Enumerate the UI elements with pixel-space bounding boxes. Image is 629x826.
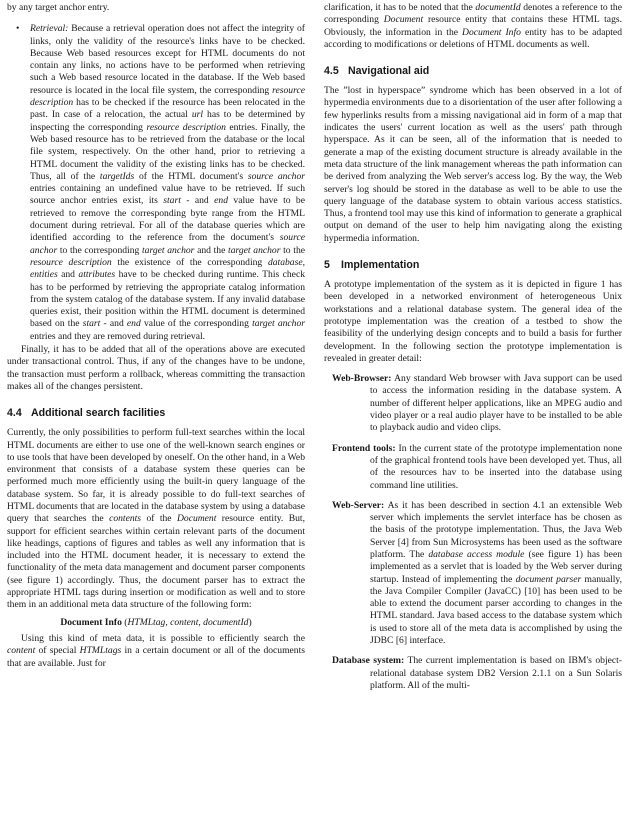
prototype-paragraph: A prototype implementation of the system as it is depicted in figure 1 has been developed in a networked environment of heterogeneous Unix workstations and a relational database system. The general idea of the prototype implementation was the creation of a testbed to show the feasibility of the underlying design concepts and to build a basis for further development. In the following section the prototype implementation is revealed in greater detail: bbox=[324, 279, 622, 364]
left-column bbox=[7, 2, 305, 826]
continuation-paragraph: by any target anchor entry. bbox=[7, 2, 110, 13]
section-title: Navigational aid bbox=[348, 65, 430, 78]
definition-label: Database system: bbox=[332, 655, 405, 667]
section-5-heading bbox=[324, 259, 622, 271]
definition-body: As it has been described in section 4.1 an extensible Web server which implements the servlet interface has be chosen as the basis of the prototype implementation. Thus, the Java Web Server [4] from Sun Microsystems has been used as the software platform. The database access module (see figure 1) has been implemented as a servlet that is loaded by the Web server during startup. Instead of implementing the document parser manually, the Java Compiler Compiler (JavaCC) [10] has been used to be able to extend the document parser according to changes in the HTML standard. Java based access to the database system which is used to store all of the meta data is accomplished by using the JDBC [6] interface. bbox=[370, 499, 623, 647]
definition-item-database-system bbox=[324, 655, 622, 692]
document-info-line: Document Info (HTMLtag, content, documentId) bbox=[60, 616, 252, 628]
search-facilities-paragraph: Currently, the only possibilities to perform full-text searches within the local HTML documents are either to use one of the well-known search engines or to use tools that have been developed by oneself. On the other hand, in a Web environment that consists of a database system these queries can be performed much more efficiently using the built-in query language of the database system. So far, it is already possible to do full-text searches of HTML documents that are located in the database system by using a database query that searches the contents of the Document resource entity. But, support for efficient searches within certain relevant parts of the document like headings, captions of figures and tables as well any information that is included into the HTML document header, it is necessary to extend the functionality of the meta data management and document parser components (see figure 1) accordingly. Thus, the document parser has to extract the appropriate HTML tags during insertion or modification as well and to store them in an additional meta data structure of the following form: bbox=[7, 427, 305, 611]
definition-body: The current implementation is based on IBM's object-relational database system DB2 Version 2.1.1 on a Sun Solaris platform. All of the multi- bbox=[370, 655, 622, 691]
navigational-aid-paragraph: The ”lost in hyperspace” syndrome which has been observed in a lot of hypermedia environments due to a disorientation of the user after following a few hyperlinks results from a missing navigational aid in form of a map that indicates the users' current location as well as the users' path through hyperspace. As it can be seen, all of the information that is needed to generate a map of the existing document structure is already available in the meta data structure of the link management whereas the path information can be derived from analyzing the Web server's access log. By the way, the Web server's log should be stored in the database as well to be able to use the query language of the database system to obtain various access statistics. Thus, a frontend tool may use this kind of information to generate a graphical output on demand of the user to help him navigating along the existing hypermedia information. bbox=[324, 85, 622, 244]
retrieval-list-item bbox=[7, 23, 305, 343]
section-number: 5 bbox=[324, 259, 330, 272]
section-4-5-heading bbox=[324, 65, 622, 77]
section-title: Implementation bbox=[341, 259, 420, 272]
transactional-paragraph: Finally, it has to be added that all of the operations above are executed under transactional control. Thus, if any of the changes have to be undone, the transaction must perform a rollback, whereas committing the transaction makes all of the changes persistent. bbox=[7, 344, 305, 392]
clarification-paragraph: clarification, it has to be noted that the documentId denotes a reference to the corresponding Document resource entity that contains these HTML tags. Obviously, the information in the Document Info entity has to be adapted according to modifications or deletions of HTML documents as well. bbox=[324, 2, 622, 50]
section-number: 4.4 bbox=[7, 407, 22, 420]
bullet-icon: • bbox=[16, 23, 20, 35]
section-4-4-heading bbox=[7, 407, 305, 419]
definition-body: In the current state of the prototype implementation none of the graphical frontend tools have been developed yet. Thus, all of the resources hav to be inserted into the database using command line utilities. bbox=[370, 442, 622, 491]
section-title: Additional search facilities bbox=[31, 407, 166, 420]
definition-label: Web-Server: bbox=[332, 499, 385, 511]
definition-body: Any standard Web browser with Java support can be used to access the information residing in the database system. A number of different helper applications, like an MPEG audio and video player or a real audio player have to be installed to be able to playback audio and video clips. bbox=[370, 373, 622, 434]
definition-item-web-browser bbox=[324, 373, 622, 434]
retrieval-item-text: Retrieval: Because a retrieval operation does not affect the integrity of links, only the validity of the resource's links have to be checked. Because Web based resources except for HTML documents do not contain any links, no actions have to be performed when retrieving such a Web based resource located in the database. If the Web based resource is located in the local file system, the corresponding resource description has to be checked if the resource has been relocated in the past. In case of a relocation, the actual url has to be determined by inspecting the corresponding resource description entries. Finally, the Web based resource has to be retrieved from the database or the local file system, respectively. On the other hand, prior to retrieving a HTML document the validity of the existing links has to be checked. Thus, all of the targetIds of the HTML document's source anchor entries containing an undefined value have to be retrieved. If such source anchor entries exist, its start - and end value have to be retrieved to remove the corresponding byte range from the HTML document during retrieval. For all of the database queries which are identified according to the reference from the document's source anchor to the corresponding target anchor and the target anchor to the resource description the existence of the corresponding database, entities and attributes have to be checked during runtime. This check has to be performed by retrieving the appropriate catalog information from the system catalog of the database system. If any invalid database queries exist, their position within the HTML document is determined based on the start - and end value of the corresponding target anchor entries and they are removed during retrieval. bbox=[30, 23, 306, 342]
definition-label: Frontend tools: bbox=[332, 442, 396, 454]
definition-item-frontend-tools bbox=[324, 443, 622, 492]
section-number: 4.5 bbox=[324, 65, 339, 78]
definition-label: Web-Browser: bbox=[332, 373, 392, 385]
definition-item-web-server bbox=[324, 500, 622, 648]
meta-usage-paragraph: Using this kind of meta data, it is possible to efficiently search the content of special HTMLtags in a certain document or all of the documents that are available. Just for bbox=[7, 632, 306, 669]
right-column bbox=[324, 2, 622, 826]
